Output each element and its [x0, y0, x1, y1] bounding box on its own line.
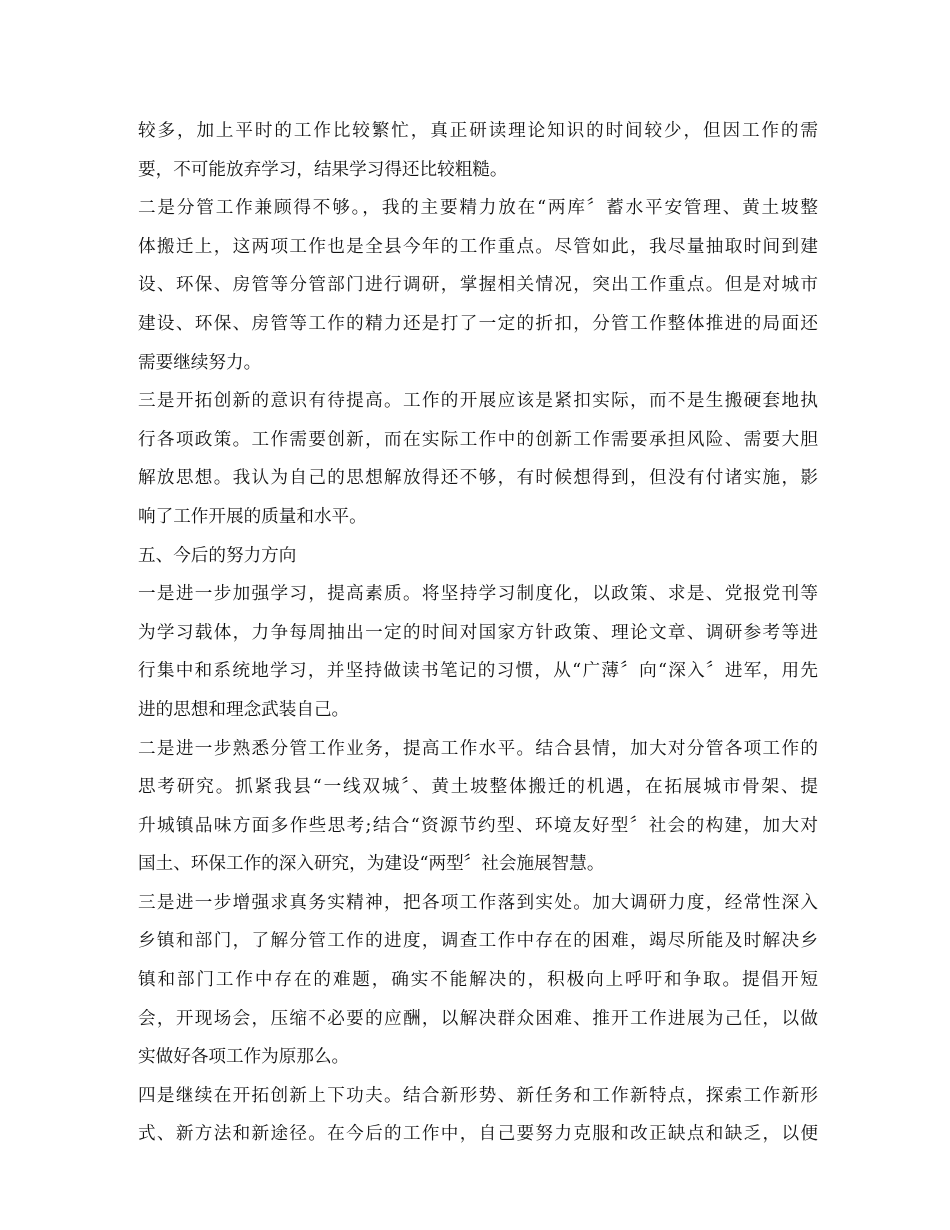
- text-line-10: 解放思想。我认为自己的思想解放得还不够，有时候想得到，但没有付诸实施，影: [138, 468, 818, 489]
- text-line-24: 会，开现场会，压缩不必要的应酬，以解决群众困难、推开工作进展为己任，以做: [138, 1008, 818, 1029]
- text-line-26: 四是继续在开拓创新上下功夫。结合新形势、新任务和工作新特点，探索工作新形: [138, 1085, 818, 1106]
- text-line-11: 响了工作开展的质量和水平。: [138, 506, 367, 527]
- text-line-1: 较多，加上平时的工作比较繁忙，真正研读理论知识的时间较少，但因工作的需: [138, 121, 818, 141]
- text-line-27: 式、新方法和新途径。在今后的工作中，自己要努力克服和改正缺点和缺乏，以便: [138, 1124, 818, 1145]
- text-line-21: 三是进一步增强求真务实精神，把各项工作落到实处。加大调研力度，经常性深入: [138, 892, 818, 913]
- text-line-22: 乡镇和部门，了解分管工作的进度，调查工作中存在的困难，竭尽所能及时解决乡: [138, 931, 818, 952]
- text-line-17: 二是进一步熟悉分管工作业务，提高工作水平。结合县情，加大对分管各项工作的: [138, 738, 818, 759]
- text-line-20: 国土、环保工作的深入研究，为建设“两型〞社会施展智慧。: [138, 854, 605, 875]
- text-line-7: 需要继续努力。: [138, 352, 262, 373]
- text-line-3: 二是分管工作兼顾得不够。，我的主要精力放在“两库〞蓄水平安管理、黄土坡整: [138, 198, 818, 219]
- document-body: [138, 112, 818, 1154]
- text-line-5: 设、环保、房管等分管部门进行调研，掌握相关情况，突出工作重点。但是对城市: [138, 275, 818, 296]
- text-line-2: 要，不可能放弃学习，结果学习得还比较粗糙。: [138, 159, 508, 180]
- text-line-18: 思考研究。抓紧我县“一线双城〞、黄土坡整体搬迁的机遇，在拓展城市骨架、提: [138, 777, 818, 798]
- text-line-23: 镇和部门工作中存在的难题，确实不能解决的，积极向上呼吁和争取。提倡开短: [138, 970, 818, 991]
- text-line-13: 一是进一步加强学习，提高素质。将坚持学习制度化，以政策、求是、党报党刊等: [138, 584, 818, 605]
- text-line-6: 建设、环保、房管等工作的精力还是打了一定的折扣，分管工作整体推进的局面还: [138, 313, 818, 334]
- text-line-16: 进的思想和理念武装自己。: [138, 699, 350, 720]
- section-heading: 五、今后的努力方向: [138, 545, 297, 566]
- text-line-9: 行各项政策。工作需要创新，而在实际工作中的创新工作需要承担风险、需要大胆: [138, 429, 818, 450]
- text-line-15: 行集中和系统地学习，并坚持做读书笔记的习惯，从“广薄〞向“深入〞进军，用先: [138, 661, 818, 682]
- text-line-19: 升城镇品味方面多作些思考;结合“资源节约型、环境友好型〞社会的构建，加大对: [138, 815, 818, 836]
- text-line-25: 实做好各项工作为原那么。: [138, 1047, 350, 1068]
- text-line-4: 体搬迁上，这两项工作也是全县今年的工作重点。尽管如此，我尽量抽取时间到建: [138, 236, 818, 257]
- text-line-14: 为学习载体，力争每周抽出一定的时间对国家方针政策、理论文章、调研参考等进: [138, 622, 818, 643]
- text-line-8: 三是开拓创新的意识有待提高。工作的开展应该是紧扣实际，而不是生搬硬套地执: [138, 391, 818, 412]
